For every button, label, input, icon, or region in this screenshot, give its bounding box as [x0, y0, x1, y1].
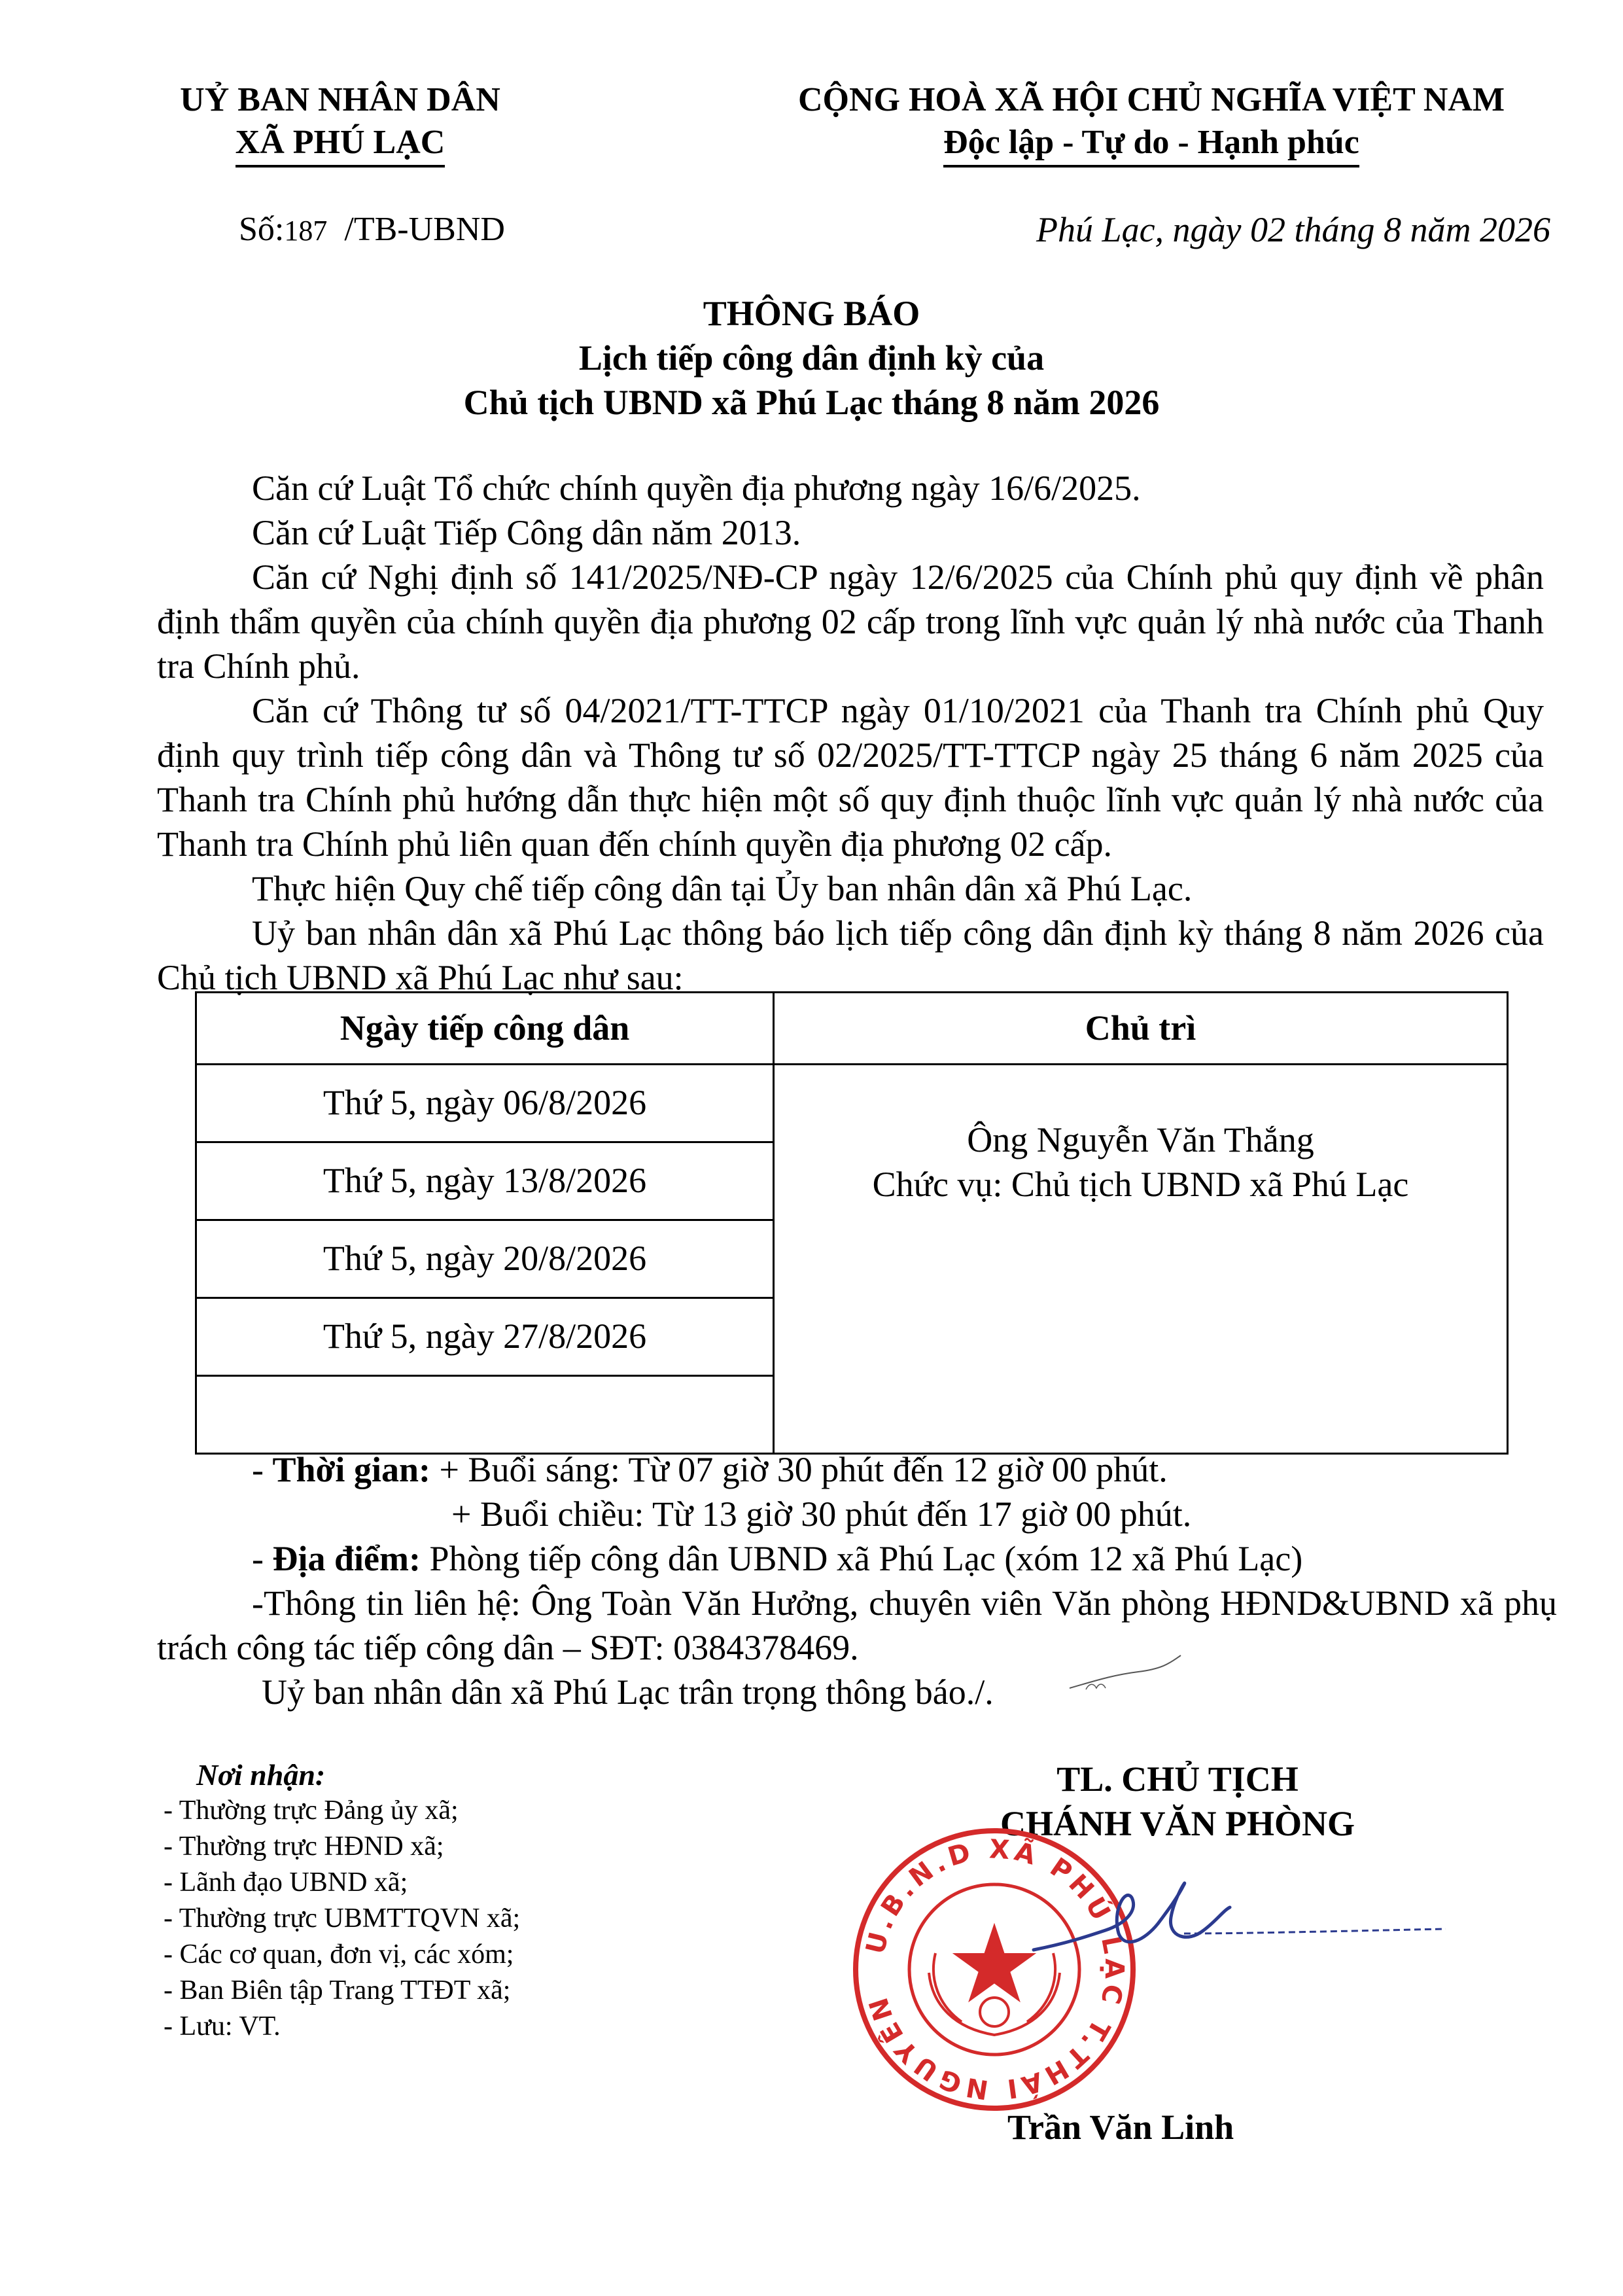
recipient-item: - Thường trực HĐND xã;: [164, 1831, 444, 1862]
handwritten-signature: [1027, 1871, 1452, 2002]
document-body: [157, 466, 1544, 1000]
issuing-organization: [111, 79, 569, 168]
column-header-host: Chủ trì: [774, 993, 1508, 1065]
svg-text:U.B.N.D XÃ PHÚ LẠC T.THÁI NGUY: U.B.N.D XÃ PHÚ LẠC T.THÁI NGUYÊN: [860, 1834, 1130, 2105]
org-name-line1: UỶ BAN NHÂN DÂN: [180, 81, 500, 118]
recipient-item: - Ban Biên tập Trang TTĐT xã;: [164, 1975, 511, 2005]
time-label: Thời gian:: [272, 1450, 430, 1489]
host-name: Ông Nguyễn Văn Thắng: [967, 1120, 1314, 1159]
schedule-details: [157, 1447, 1557, 1714]
title-line1: THÔNG BÁO: [703, 294, 920, 333]
document-title: [0, 291, 1623, 425]
table-cell-date: Thứ 5, ngày 13/8/2026: [196, 1142, 774, 1220]
paragraph: Căn cứ Thông tư số 04/2021/TT-TTCP ngày 01/10/2021 của Thanh tra Chính phủ Quy định quy trình tiếp công dân và Thông tư số 02/2025/TT-TTCP ngày 25 tháng 6 năm 2025 của Thanh tra Chính phủ hướng dẫn thực hiện một số quy định thuộc lĩnh vực quản lý nhà nước của Thanh tra Chính phủ liên quan đến chính quyền địa phương 02 cấp.: [157, 691, 1544, 864]
paragraph: Uỷ ban nhân dân xã Phú Lạc thông báo lịch tiếp công dân định kỳ tháng 8 năm 2026 của Chủ tịch UBND xã Phú Lạc như sau:: [157, 913, 1544, 997]
table-cell-date: Thứ 5, ngày 20/8/2026: [196, 1220, 774, 1298]
host-position: Chức vụ: Chủ tịch UBND xã Phú Lạc: [872, 1165, 1409, 1204]
table-cell-date: Thứ 5, ngày 06/8/2026: [196, 1065, 774, 1142]
title-line2: Lịch tiếp công dân định kỳ của: [578, 338, 1045, 378]
paragraph: Căn cứ Nghị định số 141/2025/NĐ-CP ngày 12/6/2025 của Chính phủ quy định về phân định thẩm quyền của chính quyền địa phương 02 cấp trong lĩnh vực quản lý nhà nước của Thanh tra Chính phủ.: [157, 557, 1544, 686]
signature-title-line2: CHÁNH VĂN PHÒNG: [1000, 1804, 1355, 1843]
number-value: 187: [284, 215, 328, 247]
document-number: Số:187 /TB-UBND: [239, 211, 505, 248]
recipient-item: - Các cơ quan, đơn vị, các xóm;: [164, 1939, 514, 1969]
place-line: - Địa điểm: Phòng tiếp công dân UBND xã Phú Lạc (xóm 12 xã Phú Lạc): [252, 1539, 1303, 1578]
signature-title-line1: TL. CHỦ TỊCH: [1056, 1759, 1299, 1799]
document-date: Phú Lạc, ngày 02 tháng 8 năm 2026: [1036, 210, 1550, 249]
title-line3: Chủ tịch UBND xã Phú Lạc tháng 8 năm 2026: [463, 383, 1160, 422]
paragraph: Căn cứ Luật Tiếp Công dân năm 2013.: [252, 513, 801, 552]
org-name-line2: XÃ PHÚ LẠC: [236, 121, 445, 168]
recipient-item: - Thường trực Đảng ủy xã;: [164, 1795, 459, 1826]
column-header-date: Ngày tiếp công dân: [196, 993, 774, 1065]
place-label: Địa điểm:: [272, 1539, 421, 1578]
time-line-afternoon: + Buổi chiều: Từ 13 giờ 30 phút đến 17 giờ 00 phút.: [451, 1494, 1192, 1534]
closing-line: Uỷ ban nhân dân xã Phú Lạc trân trọng thông báo./.: [262, 1672, 994, 1712]
recipient-item: - Thường trực UBMTTQVN xã;: [164, 1903, 521, 1934]
recipients-list: [164, 1757, 687, 2045]
table-header-row: [196, 993, 1508, 1065]
table-cell-host: [774, 1065, 1508, 1454]
motto: Độc lập - Tự do - Hạnh phúc: [943, 121, 1359, 168]
paragraph: Căn cứ Luật Tổ chức chính quyền địa phương ngày 16/6/2025.: [252, 468, 1141, 508]
time-line-morning: - Thời gian: + Buổi sáng: Từ 07 giờ 30 phút đến 12 giờ 00 phút.: [252, 1450, 1168, 1489]
signer-name: Trần Văn Linh: [1007, 2108, 1234, 2147]
table-cell-date: Thứ 5, ngày 27/8/2026: [196, 1298, 774, 1376]
national-motto: [746, 79, 1557, 168]
recipient-item: - Lưu: VT.: [164, 2011, 281, 2041]
nation-name: CỘNG HOÀ XÃ HỘI CHỦ NGHĨA VIỆT NAM: [797, 81, 1505, 118]
table-cell-date: [196, 1376, 774, 1454]
schedule-table: [195, 991, 1509, 1455]
table-row: [196, 1065, 1508, 1142]
contact-line: -Thông tin liên hệ: Ông Toàn Văn Hưởng, chuyên viên Văn phòng HĐND&UBND xã phụ trách công tác tiếp công dân – SĐT: 0384378469.: [157, 1583, 1557, 1667]
paragraph: Thực hiện Quy chế tiếp công dân tại Ủy ban nhân dân xã Phú Lạc.: [252, 869, 1193, 908]
flourish-mark: [1066, 1649, 1184, 1701]
recipient-item: - Lãnh đạo UBND xã;: [164, 1867, 408, 1898]
recipients-title: Nơi nhận:: [196, 1758, 326, 1792]
